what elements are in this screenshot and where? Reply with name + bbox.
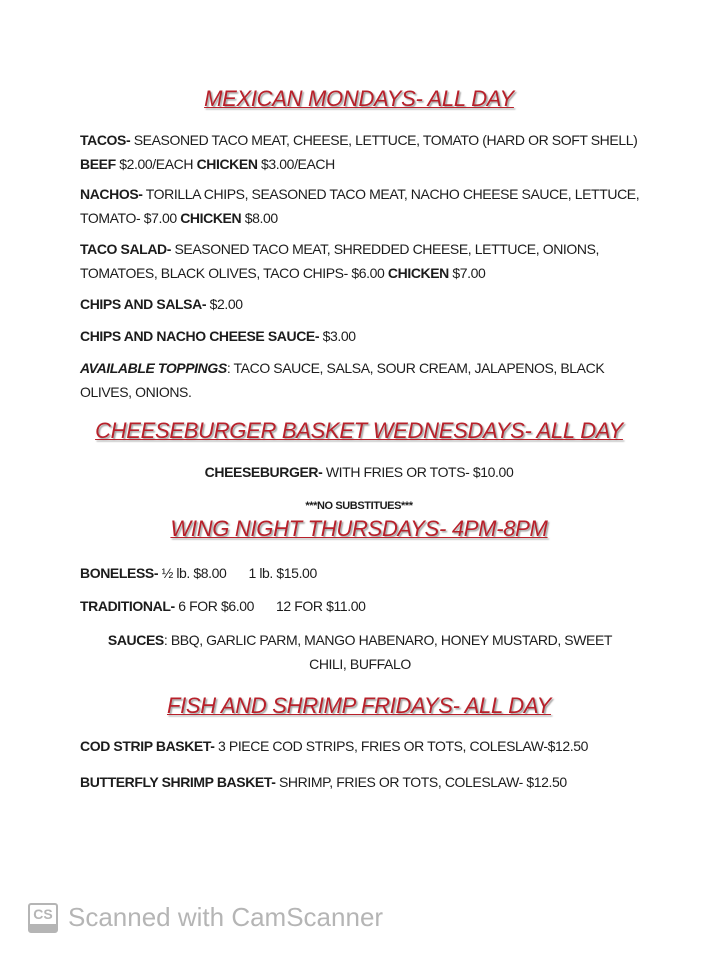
item-desc: WITH FRIES OR TOTS- $10.00 (322, 464, 514, 480)
item-option-price: $3.00/EACH (257, 156, 335, 172)
item-size-price: 12 FOR $11.00 (276, 598, 366, 614)
menu-item-chips-salsa (80, 292, 640, 316)
watermark-label: Scanned with CamScanner (68, 902, 384, 932)
item-price: $3.00 (319, 328, 356, 344)
section-heading-mexican-mondays: MEXICAN MONDAYS- ALL DAY (204, 86, 514, 111)
item-desc: SEASONED TACO MEAT, SHREDDED CHEESE, LETTUCE, ONIONS, TOMATOES, BLACK OLIVES, TACO CHIPS- $6.00 (80, 241, 600, 281)
item-option-label: CHICKEN (387, 265, 449, 281)
menu-item-sauces (90, 628, 630, 676)
menu-item-nachos (80, 182, 640, 230)
item-desc: SEASONED TACO MEAT, CHEESE, LETTUCE, TOMATO (HARD OR SOFT SHELL) (130, 132, 638, 148)
item-option-price: $7.00 (448, 265, 486, 281)
item-option-label: BEEF (80, 156, 116, 172)
item-size-price: 1 lb. $15.00 (248, 565, 317, 581)
menu-item-traditional (80, 594, 640, 618)
item-option-label: CHICKEN (180, 210, 242, 226)
item-name: TACOS- (80, 132, 131, 148)
item-option-price: $2.00/EACH (115, 156, 197, 172)
menu-item-chips-nacho-cheese (80, 324, 640, 348)
item-desc: SHRIMP, FRIES OR TOTS, COLESLAW- $12.50 (275, 774, 567, 790)
item-desc: : BBQ, GARLIC PARM, MANGO HABENARO, HONEY MUSTARD, SWEET CHILI, BUFFALO (163, 632, 613, 672)
item-option-label: CHICKEN (196, 156, 258, 172)
item-name: NACHOS- (80, 186, 143, 202)
section-heading-wing-night-thursdays: WING NIGHT THURSDAYS- 4PM-8PM (170, 516, 548, 541)
camscanner-watermark (28, 902, 383, 933)
menu-item-boneless (80, 561, 640, 585)
menu-item-tacos (80, 128, 640, 176)
item-name: TRADITIONAL- (80, 598, 175, 614)
section-heading-fish-shrimp-fridays: FISH AND SHRIMP FRIDAYS- ALL DAY (166, 693, 552, 718)
menu-item-taco-salad (80, 237, 640, 285)
item-option-price: $8.00 (241, 210, 278, 226)
item-desc: : TACO SAUCE, SALSA, SOUR CREAM, JALAPENOS, BLACK OLIVES, ONIONS. (80, 360, 605, 400)
item-size-price: ½ lb. $8.00 (158, 565, 227, 581)
menu-item-cod-strip-basket (80, 734, 680, 758)
item-name: BONELESS- (80, 565, 159, 581)
menu-item-toppings (80, 356, 640, 404)
item-name: CHEESEBURGER- (204, 464, 323, 480)
section-heading-cheeseburger-wednesdays: CHEESEBURGER BASKET WEDNESDAYS- ALL DAY (95, 418, 623, 443)
item-size-price: 6 FOR $6.00 (174, 598, 254, 614)
item-desc: TORILLA CHIPS, SEASONED TACO MEAT, NACHO CHEESE SAUCE, LETTUCE, TOMATO- $7.00 (80, 186, 640, 226)
item-desc: 3 PIECE COD STRIPS, FRIES OR TOTS, COLESLAW-$12.50 (214, 738, 589, 754)
item-name: TACO SALAD- (80, 241, 171, 257)
item-name: AVAILABLE TOPPINGS (80, 360, 227, 376)
item-name: SAUCES (107, 632, 164, 648)
menu-item-cheeseburger (0, 460, 718, 484)
no-substitutions-note: ***NO SUBSTITUES*** (305, 500, 413, 512)
camscanner-logo-icon: CS (28, 903, 58, 933)
menu-item-butterfly-shrimp-basket (80, 770, 680, 794)
item-name: BUTTERFLY SHRIMP BASKET- (80, 774, 276, 790)
item-name: CHIPS AND NACHO CHEESE SAUCE- (80, 328, 320, 344)
item-name: COD STRIP BASKET- (80, 738, 215, 754)
item-price: $2.00 (206, 296, 243, 312)
item-name: CHIPS AND SALSA- (80, 296, 207, 312)
